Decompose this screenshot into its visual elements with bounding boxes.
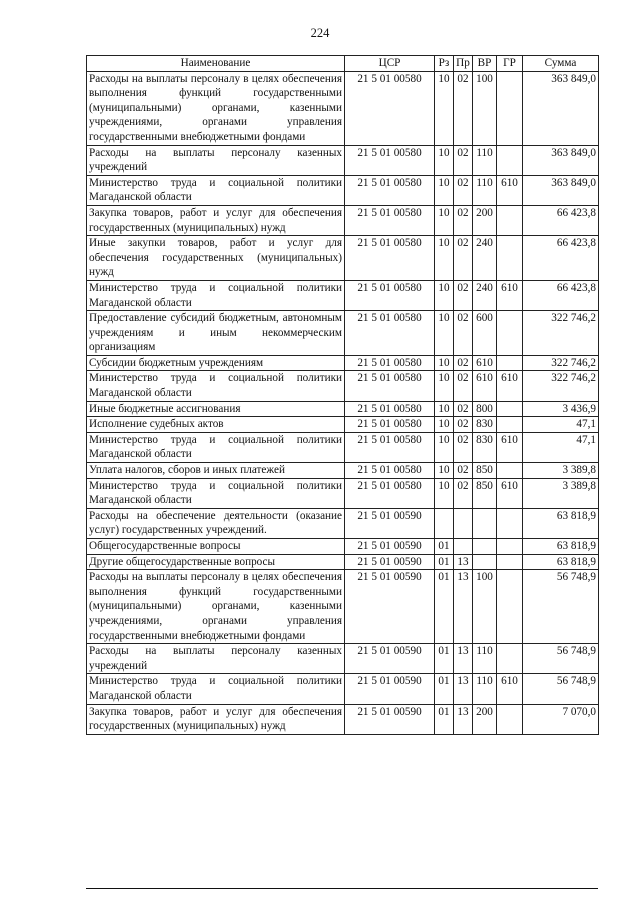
cell-pr: 02: [454, 145, 473, 175]
table-row: [87, 355, 599, 371]
cell-gr: [497, 401, 523, 417]
cell-gr: 610: [497, 478, 523, 508]
cell-vr: 600: [473, 311, 497, 356]
table-row: [87, 432, 599, 462]
cell-pr: 02: [454, 478, 473, 508]
cell-gr: 610: [497, 371, 523, 401]
cell-pr: 13: [454, 644, 473, 674]
header-sum: Сумма: [523, 56, 599, 72]
cell-sum: 322 746,2: [523, 355, 599, 371]
cell-sum: 56 748,9: [523, 644, 599, 674]
cell-rz: 10: [435, 205, 454, 235]
cell-gr: [497, 236, 523, 281]
cell-rz: 01: [435, 674, 454, 704]
cell-gr: [497, 644, 523, 674]
cell-name: Министерство труда и социальной политики Магаданской области: [87, 674, 345, 704]
cell-sum: 66 423,8: [523, 236, 599, 281]
cell-gr: [497, 145, 523, 175]
table-row: [87, 311, 599, 356]
cell-vr: [473, 508, 497, 538]
cell-sum: 63 818,9: [523, 554, 599, 570]
cell-pr: 02: [454, 311, 473, 356]
header-csr: ЦСР: [345, 56, 435, 72]
cell-gr: [497, 463, 523, 479]
cell-vr: 200: [473, 704, 497, 734]
cell-pr: 02: [454, 401, 473, 417]
cell-csr: 21 5 01 00590: [345, 644, 435, 674]
cell-name: Общегосударственные вопросы: [87, 539, 345, 555]
budget-table: [86, 55, 599, 735]
cell-sum: 363 849,0: [523, 175, 599, 205]
table-row: [87, 463, 599, 479]
cell-pr: [454, 508, 473, 538]
cell-vr: 610: [473, 371, 497, 401]
cell-vr: 110: [473, 145, 497, 175]
cell-vr: 110: [473, 644, 497, 674]
cell-rz: 10: [435, 175, 454, 205]
table-row: [87, 704, 599, 734]
cell-csr: 21 5 01 00580: [345, 71, 435, 145]
table-row: [87, 570, 599, 644]
cell-pr: 13: [454, 674, 473, 704]
cell-pr: 02: [454, 175, 473, 205]
cell-name: Исполнение судебных актов: [87, 417, 345, 433]
table-row: [87, 71, 599, 145]
cell-pr: 02: [454, 371, 473, 401]
cell-sum: 3 389,8: [523, 463, 599, 479]
cell-pr: 13: [454, 704, 473, 734]
cell-csr: 21 5 01 00580: [345, 236, 435, 281]
cell-rz: 10: [435, 401, 454, 417]
cell-name: Министерство труда и социальной политики Магаданской области: [87, 371, 345, 401]
table-body: [87, 71, 599, 734]
cell-csr: 21 5 01 00580: [345, 432, 435, 462]
table-row: [87, 554, 599, 570]
cell-pr: 02: [454, 236, 473, 281]
table-row: [87, 417, 599, 433]
cell-csr: 21 5 01 00580: [345, 463, 435, 479]
cell-gr: [497, 417, 523, 433]
cell-rz: 01: [435, 570, 454, 644]
cell-rz: 10: [435, 432, 454, 462]
table-row: [87, 205, 599, 235]
cell-vr: 610: [473, 355, 497, 371]
cell-rz: 01: [435, 644, 454, 674]
cell-name: Субсидии бюджетным учреждениям: [87, 355, 345, 371]
table-row: [87, 145, 599, 175]
cell-sum: 363 849,0: [523, 71, 599, 145]
cell-gr: [497, 570, 523, 644]
cell-name: Иные бюджетные ассигнования: [87, 401, 345, 417]
cell-gr: [497, 554, 523, 570]
table-row: [87, 508, 599, 538]
cell-csr: 21 5 01 00580: [345, 145, 435, 175]
cell-vr: 240: [473, 280, 497, 310]
cell-name: Другие общегосударственные вопросы: [87, 554, 345, 570]
cell-pr: 02: [454, 417, 473, 433]
cell-pr: 02: [454, 71, 473, 145]
cell-sum: 3 436,9: [523, 401, 599, 417]
table-row: [87, 644, 599, 674]
cell-gr: 610: [497, 674, 523, 704]
cell-vr: 850: [473, 463, 497, 479]
cell-rz: 10: [435, 236, 454, 281]
cell-gr: [497, 539, 523, 555]
cell-vr: [473, 539, 497, 555]
cell-csr: 21 5 01 00590: [345, 674, 435, 704]
cell-csr: 21 5 01 00580: [345, 175, 435, 205]
cell-name: Министерство труда и социальной политики Магаданской области: [87, 280, 345, 310]
cell-csr: 21 5 01 00590: [345, 539, 435, 555]
cell-name: Расходы на обеспечение деятельности (оказание услуг) государственных учреждений.: [87, 508, 345, 538]
cell-vr: 200: [473, 205, 497, 235]
cell-gr: [497, 205, 523, 235]
header-pr: Пр: [454, 56, 473, 72]
cell-rz: [435, 508, 454, 538]
page-number: 224: [310, 26, 330, 40]
cell-rz: 10: [435, 311, 454, 356]
cell-pr: 02: [454, 205, 473, 235]
cell-vr: 110: [473, 674, 497, 704]
cell-sum: 322 746,2: [523, 311, 599, 356]
cell-name: Расходы на выплаты персоналу в целях обеспечения выполнения функций государственными (муниципальными) органами, казенными учреждениями, органами управления государственными внебюджетными фондами: [87, 570, 345, 644]
cell-rz: 01: [435, 539, 454, 555]
cell-vr: 830: [473, 432, 497, 462]
table-row: [87, 401, 599, 417]
cell-name: Министерство труда и социальной политики Магаданской области: [87, 432, 345, 462]
cell-pr: [454, 539, 473, 555]
cell-sum: 63 818,9: [523, 539, 599, 555]
cell-csr: 21 5 01 00590: [345, 508, 435, 538]
cell-csr: 21 5 01 00580: [345, 205, 435, 235]
cell-name: Министерство труда и социальной политики Магаданской области: [87, 175, 345, 205]
cell-sum: 66 423,8: [523, 205, 599, 235]
cell-sum: 3 389,8: [523, 478, 599, 508]
cell-csr: 21 5 01 00580: [345, 401, 435, 417]
cell-vr: [473, 554, 497, 570]
cell-rz: 10: [435, 463, 454, 479]
header-name: Наименование: [87, 56, 345, 72]
table-row: [87, 674, 599, 704]
cell-vr: 100: [473, 71, 497, 145]
cell-rz: 10: [435, 145, 454, 175]
cell-pr: 02: [454, 463, 473, 479]
cell-pr: 02: [454, 280, 473, 310]
cell-gr: [497, 71, 523, 145]
bottom-rule: [86, 888, 598, 889]
cell-csr: 21 5 01 00590: [345, 570, 435, 644]
cell-name: Расходы на выплаты персоналу казенных учреждений: [87, 644, 345, 674]
cell-sum: 47,1: [523, 417, 599, 433]
table-row: [87, 539, 599, 555]
cell-vr: 240: [473, 236, 497, 281]
cell-rz: 10: [435, 355, 454, 371]
cell-gr: [497, 508, 523, 538]
table-row: [87, 280, 599, 310]
cell-sum: 363 849,0: [523, 145, 599, 175]
cell-rz: 01: [435, 554, 454, 570]
cell-vr: 830: [473, 417, 497, 433]
cell-name: Иные закупки товаров, работ и услуг для обеспечения государственных (муниципальных) нужд: [87, 236, 345, 281]
cell-rz: 10: [435, 417, 454, 433]
cell-csr: 21 5 01 00580: [345, 478, 435, 508]
cell-rz: 10: [435, 478, 454, 508]
cell-sum: 56 748,9: [523, 674, 599, 704]
header-gr: ГР: [497, 56, 523, 72]
cell-rz: 10: [435, 280, 454, 310]
cell-pr: 13: [454, 570, 473, 644]
cell-csr: 21 5 01 00590: [345, 554, 435, 570]
cell-vr: 100: [473, 570, 497, 644]
cell-name: Расходы на выплаты персоналу казенных учреждений: [87, 145, 345, 175]
cell-pr: 13: [454, 554, 473, 570]
cell-csr: 21 5 01 00580: [345, 280, 435, 310]
cell-name: Уплата налогов, сборов и иных платежей: [87, 463, 345, 479]
table-row: [87, 175, 599, 205]
cell-rz: 01: [435, 704, 454, 734]
cell-sum: 63 818,9: [523, 508, 599, 538]
cell-sum: 56 748,9: [523, 570, 599, 644]
cell-pr: 02: [454, 432, 473, 462]
cell-csr: 21 5 01 00580: [345, 355, 435, 371]
cell-name: Закупка товаров, работ и услуг для обеспечения государственных (муниципальных) нужд: [87, 704, 345, 734]
table-header-row: [87, 56, 599, 72]
cell-sum: 47,1: [523, 432, 599, 462]
cell-sum: 66 423,8: [523, 280, 599, 310]
cell-pr: 02: [454, 355, 473, 371]
cell-csr: 21 5 01 00580: [345, 311, 435, 356]
table-row: [87, 478, 599, 508]
cell-gr: 610: [497, 432, 523, 462]
cell-name: Закупка товаров, работ и услуг для обеспечения государственных (муниципальных) нужд: [87, 205, 345, 235]
cell-gr: [497, 311, 523, 356]
cell-vr: 800: [473, 401, 497, 417]
cell-rz: 10: [435, 71, 454, 145]
cell-gr: [497, 355, 523, 371]
cell-sum: 322 746,2: [523, 371, 599, 401]
cell-csr: 21 5 01 00580: [345, 371, 435, 401]
cell-name: Расходы на выплаты персоналу в целях обеспечения выполнения функций государственными (муниципальными) органами, казенными учреждениями, органами управления государственными внебюджетными фондами: [87, 71, 345, 145]
cell-vr: 850: [473, 478, 497, 508]
cell-gr: [497, 704, 523, 734]
cell-gr: 610: [497, 280, 523, 310]
cell-name: Предоставление субсидий бюджетным, автономным учреждениям и иным некоммерческим организациям: [87, 311, 345, 356]
cell-csr: 21 5 01 00590: [345, 704, 435, 734]
cell-name: Министерство труда и социальной политики Магаданской области: [87, 478, 345, 508]
cell-sum: 7 070,0: [523, 704, 599, 734]
cell-csr: 21 5 01 00580: [345, 417, 435, 433]
cell-vr: 110: [473, 175, 497, 205]
cell-rz: 10: [435, 371, 454, 401]
header-vr: ВР: [473, 56, 497, 72]
header-rz: Рз: [435, 56, 454, 72]
cell-gr: 610: [497, 175, 523, 205]
table-row: [87, 371, 599, 401]
table-row: [87, 236, 599, 281]
